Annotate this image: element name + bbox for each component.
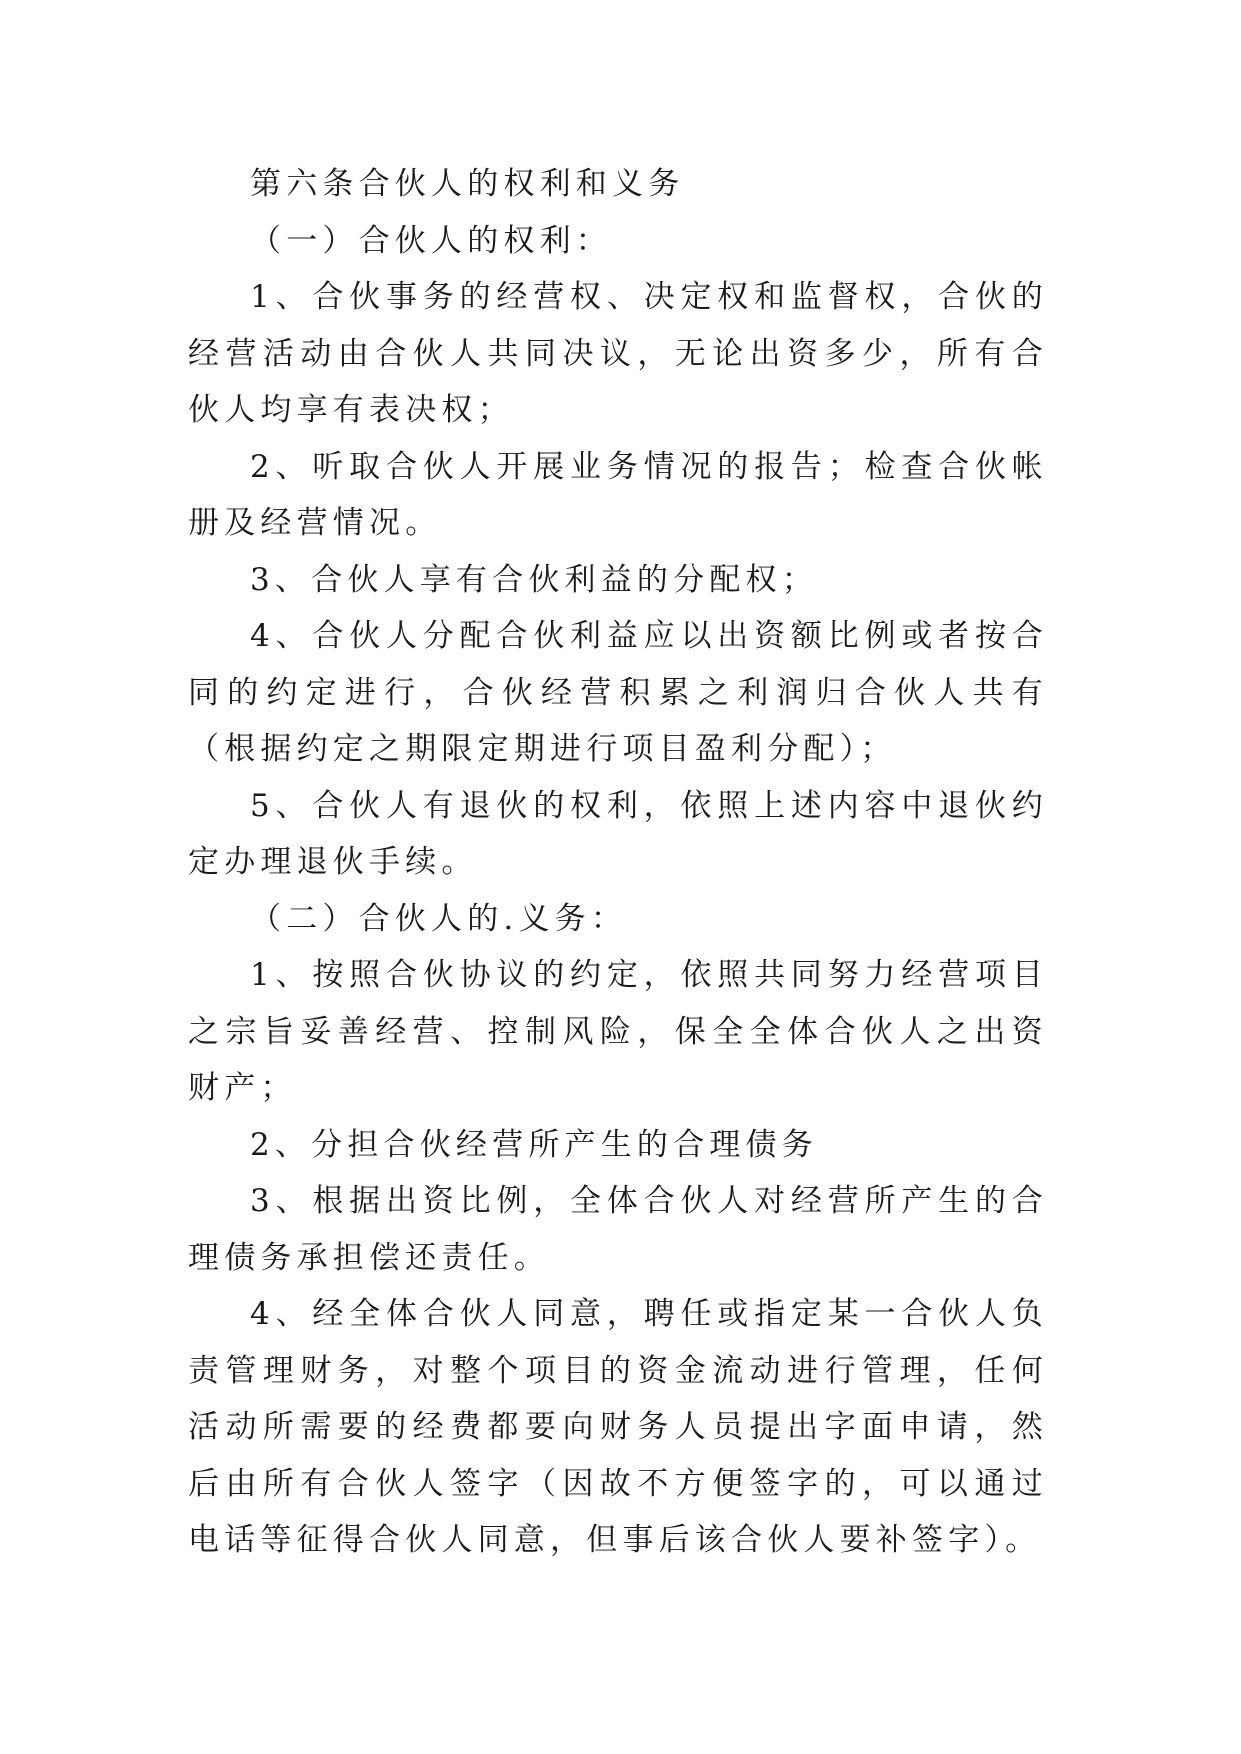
rights-item-5: 5、合伙人有退伙的权利，依照上述内容中退伙约定办理退伙手续。 [188,787,1048,880]
rights-item-1: 1、合伙事务的经营权、决定权和监督权，合伙的经营活动由合伙人共同决议，无论出资多少，所有合伙人均享有表决权； [188,279,1048,428]
rights-heading: （一）合伙人的权利： [250,222,612,259]
document-body [188,156,1048,1569]
rights-item-4: 4、合伙人分配合伙利益应以出资额比例或者按合同的约定进行，合伙经营积累之利润归合伙人共有（根据约定之期限定期进行项目盈利分配）； [188,618,1048,767]
rights-item-3: 3、合伙人享有合伙利益的分配权； [250,561,818,598]
obligations-item-1: 1、按照合伙协议的约定，依照共同努力经营项目之宗旨妥善经营、控制风险，保全全体合伙人之出资财产； [188,957,1048,1106]
article-heading: 第六条合伙人的权利和义务 [250,166,685,202]
obligations-item-3: 3、根据出资比例，全体合伙人对经营所产生的合理债务承担偿还责任。 [188,1183,1048,1276]
obligations-item-4: 4、经全体合伙人同意，聘任或指定某一合伙人负责管理财务，对整个项目的资金流动进行管理，任何活动所需要的经费都要向财务人员提出字面申请，然后由所有合伙人签字（因故不方便签字的，可以通过电话等征得合伙人同意，但事后该合伙人要补签字）。 [188,1296,1048,1558]
rights-item-2: 2、听取合伙人开展业务情况的报告；检查合伙帐册及经营情况。 [188,448,1048,541]
obligations-heading: （二）合伙人的.义务： [250,900,628,937]
obligations-item-2: 2、分担合伙经营所产生的合理债务 [250,1126,818,1163]
